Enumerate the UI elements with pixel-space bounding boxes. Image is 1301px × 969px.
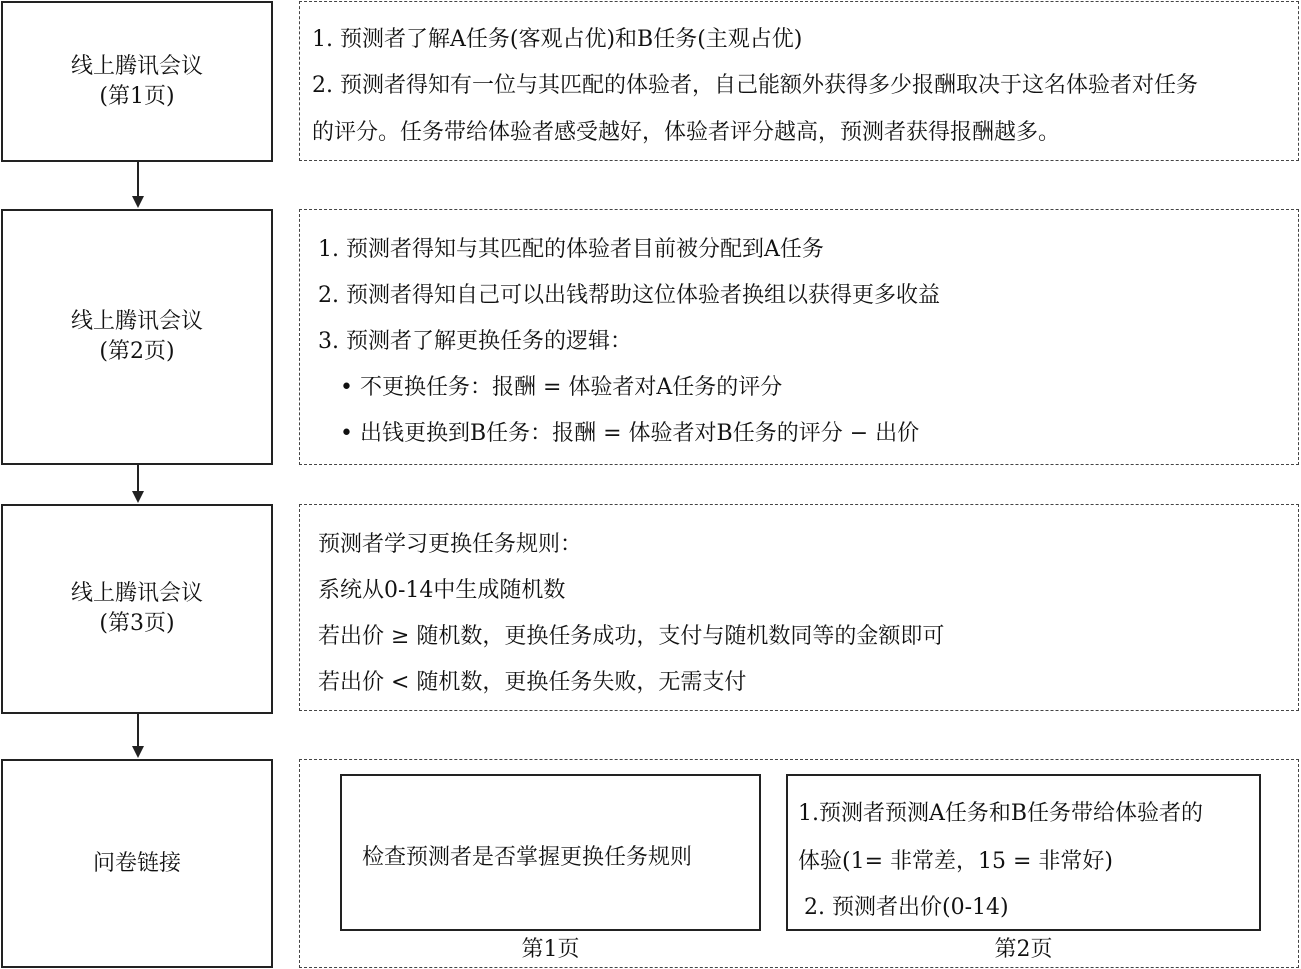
survey-page-2-line: 体验(1= 非常差，15 = 非常好) (798, 849, 1114, 874)
stage-title: 线上腾讯会议 (70, 309, 203, 334)
stage-3-details (299, 504, 1299, 711)
detail-bullet: • 不更换任务：报酬 = 体验者对A任务的评分 (340, 375, 783, 400)
detail-line: 3. 预测者了解更换任务的逻辑： (318, 329, 632, 354)
detail-line: 1. 预测者了解A任务(客观占优)和B任务(主观占优) (312, 27, 803, 52)
stage-box-4 (1, 759, 273, 968)
survey-page-1-caption: 第1页 (521, 937, 580, 962)
down-arrow-icon (130, 714, 146, 759)
stage-box-1 (1, 1, 273, 162)
stage-page-label: (第3页) (99, 611, 175, 636)
survey-page-2-caption: 第2页 (994, 937, 1053, 962)
stage-box-2 (1, 209, 273, 465)
survey-details (299, 759, 1299, 968)
stage-title: 线上腾讯会议 (70, 581, 203, 606)
survey-page-1-text: 检查预测者是否掌握更换任务规则 (362, 845, 693, 870)
down-arrow-icon (130, 465, 146, 504)
stage-1-details (299, 1, 1299, 161)
detail-line: 1. 预测者得知与其匹配的体验者目前被分配到A任务 (318, 237, 824, 262)
stage-page-label: (第1页) (99, 83, 175, 109)
detail-bullet: • 出钱更换到B任务：报酬 = 体验者对B任务的评分 − 出价 (340, 421, 920, 446)
survey-page-2-box (786, 774, 1261, 931)
detail-line: 系统从0-14中生成随机数 (318, 578, 566, 603)
stage-title: 问卷链接 (92, 850, 181, 876)
detail-line: 若出价 ≥ 随机数，更换任务成功，支付与随机数同等的金额即可 (318, 624, 945, 649)
detail-line: 的评分。任务带给体验者感受越好，体验者评分越高，预测者获得报酬越多。 (312, 120, 1061, 145)
stage-2-details (299, 209, 1299, 465)
detail-line: 2. 预测者得知有一位与其匹配的体验者，自己能额外获得多少报酬取决于这名体验者对任务 (312, 73, 1198, 98)
detail-line: 2. 预测者得知自己可以出钱帮助这位体验者换组以获得更多收益 (318, 283, 940, 308)
detail-line: 预测者学习更换任务规则： (318, 532, 583, 557)
stage-box-3 (1, 504, 273, 714)
detail-line: 若出价 < 随机数，更换任务失败，无需支付 (318, 670, 747, 695)
survey-page-2-line: 1.预测者预测A任务和B任务带给体验者的 (798, 801, 1204, 826)
survey-page-1-box (340, 774, 761, 931)
stage-title: 线上腾讯会议 (70, 53, 203, 79)
survey-page-2-line: 2. 预测者出价(0-14) (804, 895, 1009, 920)
down-arrow-icon (130, 162, 146, 209)
stage-page-label: (第2页) (99, 339, 175, 364)
